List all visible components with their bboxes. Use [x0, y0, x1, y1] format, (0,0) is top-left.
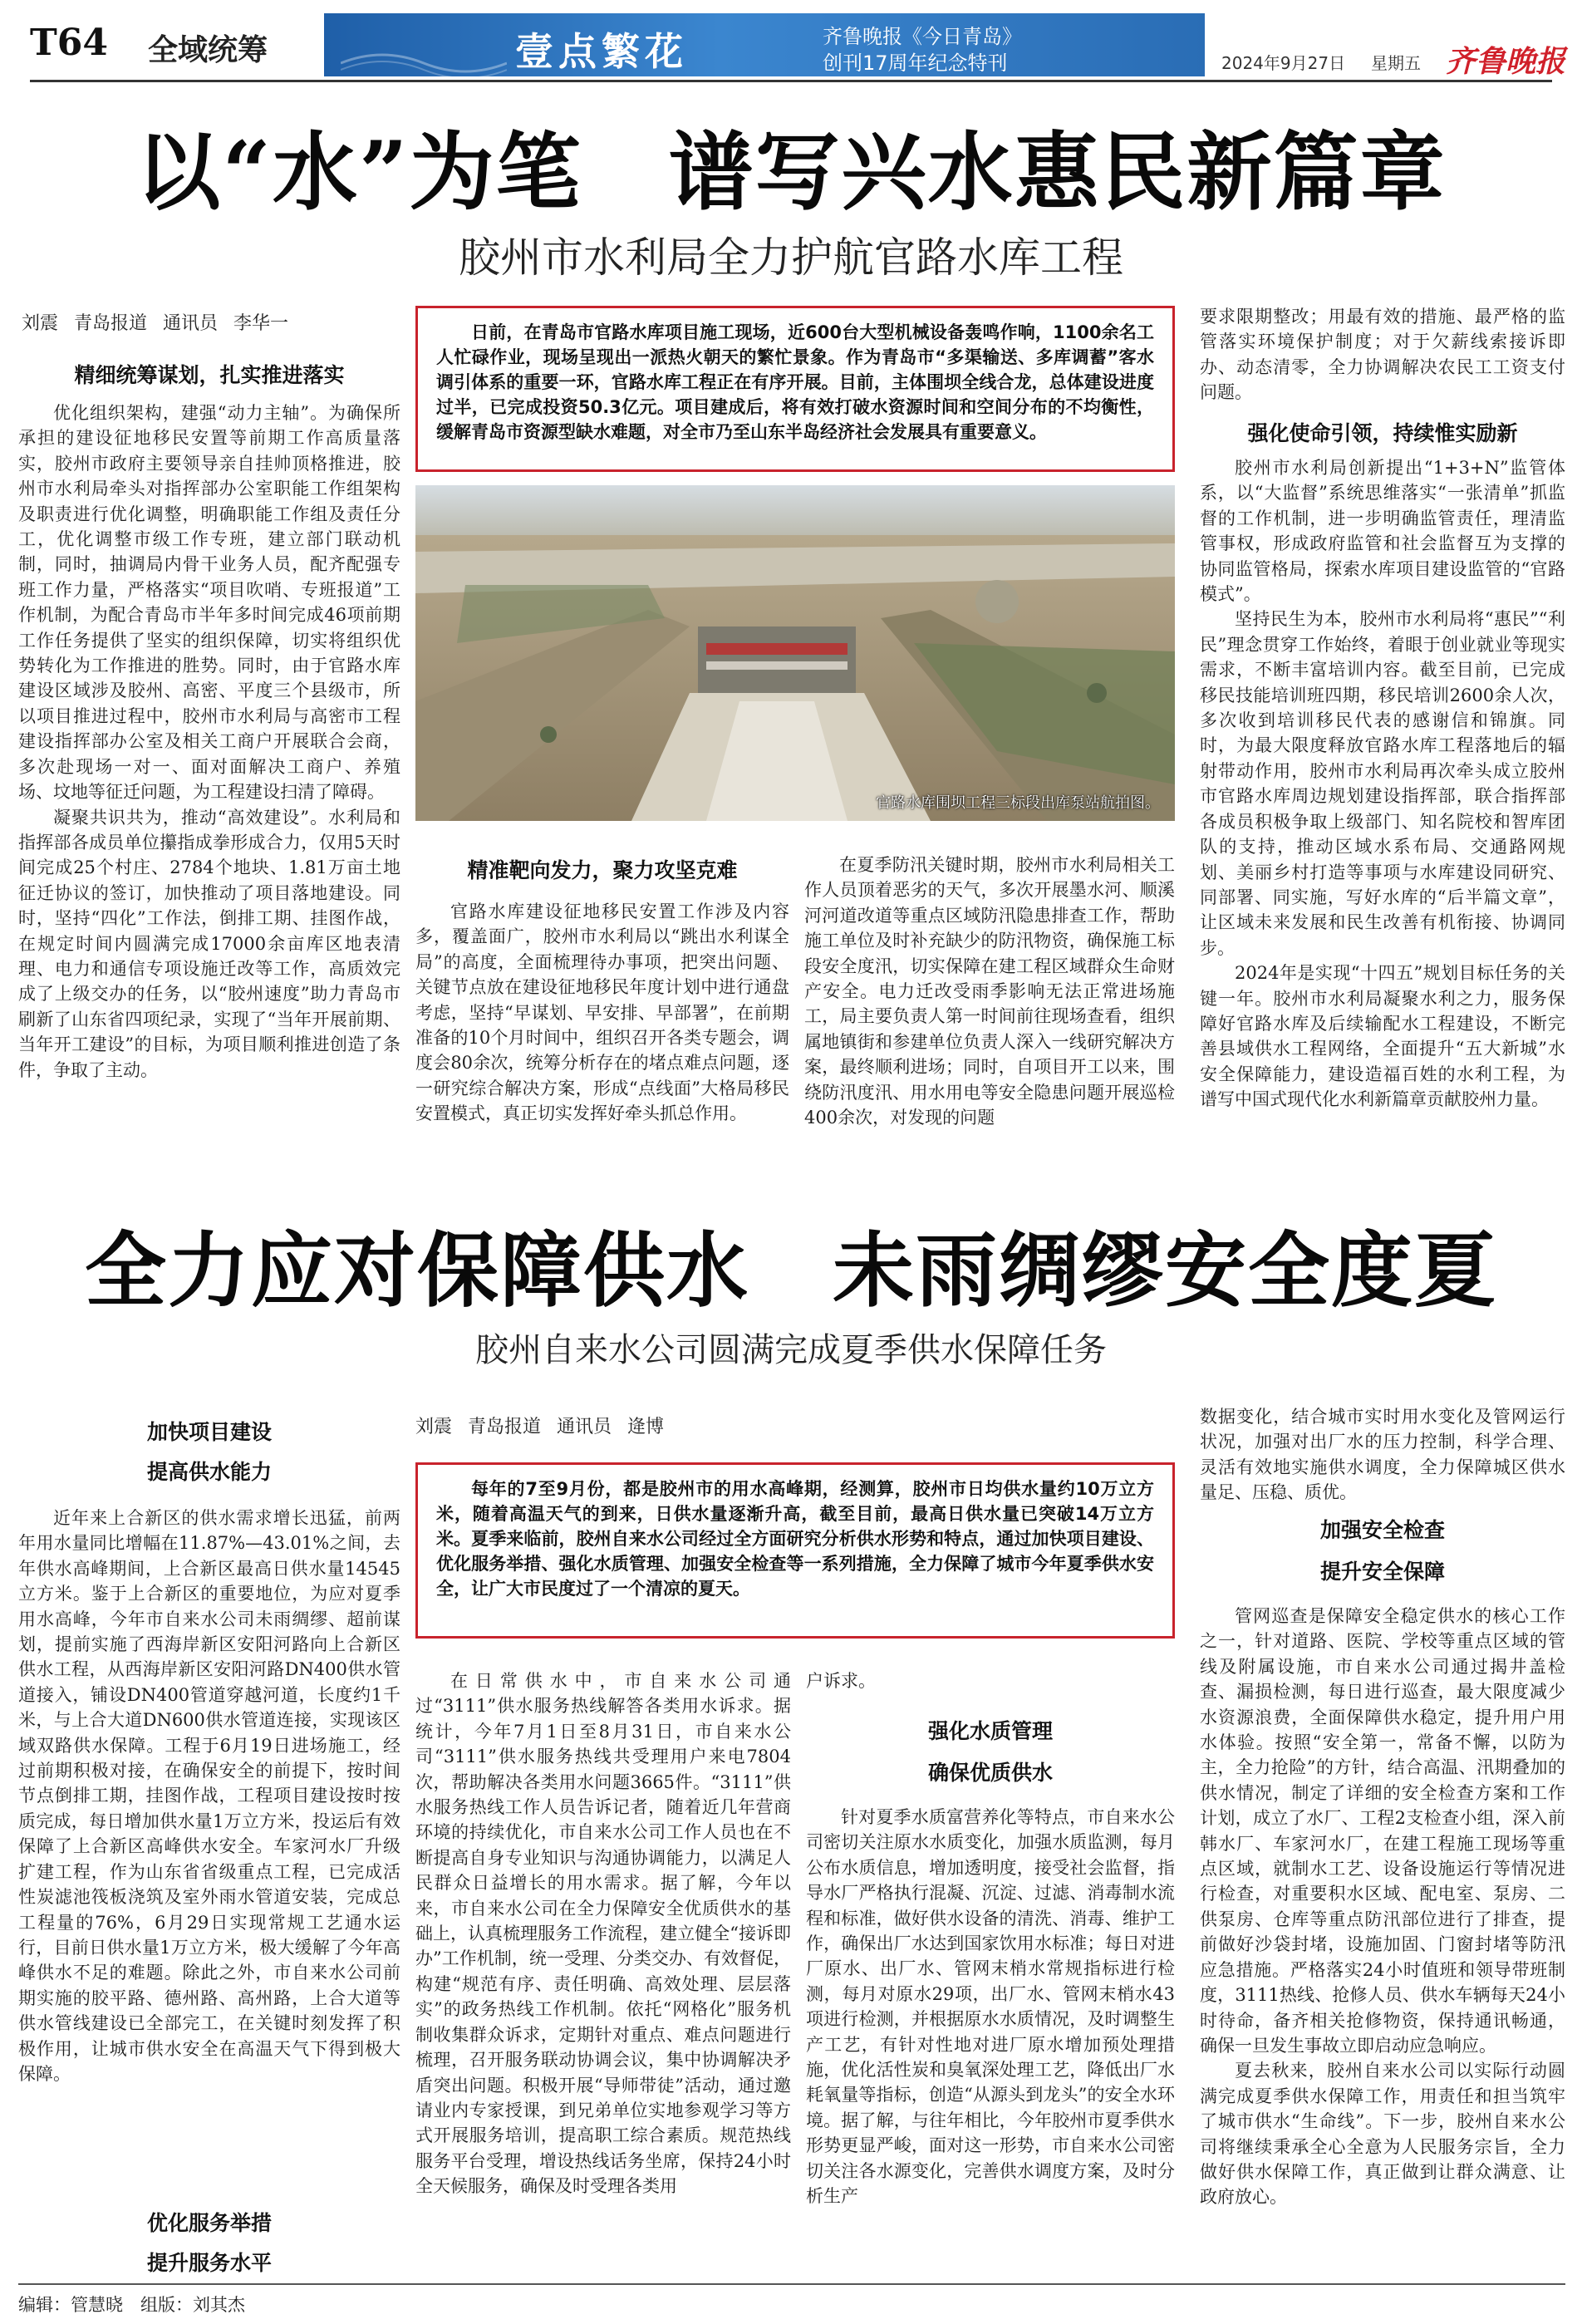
paragraph: 官路水库建设征地移民安置工作涉及内容多，覆盖面广，胶州市水利局以“跳出水利谋全局”的高度，全面梳理待办事项，把突出问题、关键节点放在建设征地移民年度计划中进行通盘考虑，坚持“早谋划、早安排、早部署”，在前期准备的10个月时间中，组织召开各类专题会，调度会80余次，统筹分析存在的堵点难点问题，逐一研究综合解决方案，形成“点线面”大格局移民安置模式，真正切实发挥好牵头抓总作用。 [415, 902, 789, 1124]
banner-title: 壹点繁花 [515, 29, 688, 74]
paragraph: 胶州市水利局创新提出“1+3+N”监管体系，以“大监督”系统思维落实“一张清单”抓监督的工作机制，进一步明确监管责任，理清监管事权，形成政府监管和社会监督互为支撑的协同监管格局，探索水库项目建设监管的“官路模式”。 [1200, 458, 1565, 605]
article2-col3-top [806, 1668, 1175, 1697]
paragraph: 2024年是实现“十四五”规划目标任务的关键一年。胶州市水利局凝聚水利之力，服务保障好官路水库及后续输配水工程建设，不断完善县域供水工程网络，全面提升“五大新城”水安全保障能力，建设造福百姓的水利工程，为谱写中国式现代化水利新篇章贡献胶州力量。 [1200, 963, 1565, 1110]
paragraph: 户诉求。 [806, 1671, 876, 1691]
article2-col4-top [1200, 1404, 1565, 1511]
paragraph: 在夏季防汛关键时期，胶州市水利局相关工作人员顶着恶劣的天气，多次开展墨水河、顺溪河河道改道等重点区域防汛隐患排查工作，帮助施工单位及时补充缺少的防汛物资，确保施工标段安全度汛，切实保障在建工程区域群众生命财产安全。电力迁改受雨季影响无法正常进场施工，局主要负责人第一时间前往现场查看，组织属地镇街和参建单位负责人深入一线研究解决方案，最终顺利进场；同时，自项目开工以来，围绕防汛度汛、用水用电等安全隐患问题开展巡检400余次，对发现的问题 [804, 855, 1175, 1128]
article1-col4-top [1200, 304, 1565, 412]
article2-byline: 刘震 青岛报道 通讯员 逄博 [415, 1417, 664, 1437]
article2-lead-text: 每年的7至9月份，都是胶州市的用水高峰期，经测算，胶州市日均供水量约10万立方米，随着高温天气的到来，日供水量逐渐升高，截至目前，最高日供水量已突破14万立方米。夏季来临前，胶州自来水公司经过全方面研究分析供水形势和特点，通过加快项目建设、优化服务举措、强化水质管理、加强安全检查等一系列措施，全力保障了城市今年夏季供水安全，让广大市民度过了一个清凉的夏天。 [436, 1479, 1154, 1599]
article2-col1-heading2-line1: 优化服务举措 [146, 2211, 272, 2235]
photo-caption: 官路水库围坝工程三标段出库泵站航拍图。 [876, 794, 1160, 812]
footer-rule [18, 2283, 1565, 2285]
article2-col2-body [415, 1668, 791, 2275]
paragraph: 坚持民生为本，胶州市水利局将“惠民”“利民”理念贯穿工作始终，着眼于创业就业等现实需求，不断丰富培训内容。截至目前，已完成移民技能培训班四期，移民培训2600余人次，多次收到培训移民代表的感谢信和锦旗。同时，为最大限度释放官路水库工程落地后的辐射带动作用，胶州市水利局再次牵头成立胶州市官路水库周边规划建设指挥部，联合指挥部各成员积极争取上级部门、知名院校和智库团队的支持，推动区域水系布局、交通路网规划、美丽乡村打造等事项与水库建设同研究、同部署、同实施，写好水库的“后半篇文章”，让区域未来发展和民生改善有机衔接、协调同步。 [1200, 609, 1565, 958]
article1-col2-heading: 精准靶向发力，聚力攻坚克难 [467, 858, 738, 882]
article2-col3-heading-line2: 确保优质供水 [927, 1761, 1053, 1785]
article2-headline: 全力应对保障供水 未雨绸缪安全度夏 [84, 1223, 1497, 1319]
article1-lead-text: 日前，在青岛市官路水库项目施工现场，近600台大型机械设备轰鸣作响，1100余名工人忙碌作业，现场呈现出一派热火朝天的繁忙景象。作为青岛市“多渠输送、多库调蓄”客水调引体系的重要一环，官路水库工程正在有序开展。目前，主体围坝全线合龙，总体建设进度过半，已完成投资50.3亿元。项目建成后，将有效打破水资源时间和空间分布的不均衡性，缓解青岛市资源型缺水难题，对全市乃至山东半岛经济社会发展具有重要意义。 [436, 322, 1154, 442]
paragraph: 数据变化，结合城市实时用水变化及管网运行状况，加强对出厂水的压力控制，科学合理、灵活有效地实施供水调度，全力保障城区供水量足、压稳、质优。 [1200, 1407, 1565, 1503]
anniversary-banner [324, 13, 1205, 76]
issue-weekday: 星期五 [1371, 53, 1421, 73]
reservoir-aerial-photo [415, 485, 1175, 821]
article2-col3-heading-line1: 强化水质管理 [927, 1719, 1053, 1743]
article2-col3-body [806, 1805, 1175, 2275]
paragraph: 夏去秋来，胶州自来水公司以实际行动圆满完成夏季供水保障工作，用责任和担当筑牢了城市供水“生命线”。下一步，胶州自来水公司将继续秉承全心全意为人民服务宗旨，全力做好供水保障工作，真正做到让群众满意、让政府放心。 [1200, 2061, 1565, 2208]
issue-date: 2024年9月27日 [1221, 53, 1346, 73]
article1-lead-box [415, 306, 1175, 472]
article2-subhead: 胶州自来水公司圆满完成夏季供水保障任务 [475, 1331, 1107, 1369]
footer-credits: 编辑：管慧晓 组版：刘其杰 [18, 2295, 245, 2315]
article2-lead-box [415, 1462, 1175, 1639]
article2-col1-heading2-line2: 提升服务水平 [146, 2251, 272, 2275]
article1-col4-heading: 强化使命引领，持续惟实励新 [1247, 421, 1518, 445]
article2-col1-heading-line2: 提高供水能力 [146, 1460, 272, 1484]
article1-col1-heading: 精细统筹谋划，扎实推进落实 [74, 363, 345, 387]
banner-subtitle-2: 创刊17周年纪念特刊 [823, 52, 1008, 75]
page-number: T64 [30, 22, 108, 64]
article1-headline: 以“水”为笔 谱写兴水惠民新篇章 [135, 123, 1447, 223]
paragraph: 要求限期整改；用最有效的措施、最严格的监管落实环境保护制度；对于欠薪线索接诉即办、动态清零，全力协调解决农民工工资支付问题。 [1200, 307, 1565, 403]
article1-byline: 刘震 青岛报道 通讯员 李华一 [22, 313, 288, 334]
section-name: 全域统筹 [148, 32, 268, 67]
paragraph: 优化组织架构，建强“动力主轴”。为确保所承担的建设征地移民安置等前期工作高质量落实，胶州市政府主要领导亲自挂帅顶格推进，胶州市水利局牵头对指挥部办公室职能工作组架构及职责进行优化调整，明确职能工作组及责任分工，优化调整市级工作专班，建立部门联动机制，同时，抽调局内骨干业务人员，配齐配强专班工作力量，严格落实“项目吹哨、专班报道”工作机制，为配合青岛市半年多时间完成46项前期工作任务提供了坚实的组织保障，切实将组织优势转化为工作推进的胜势。同时，由于官路水库建设区域涉及胶州、高密、平度三个县级市，所以项目推进过程中，胶州市水利局与高密市工程建设指挥部办公室及相关工商户开展联合会商，多次赴现场一对一、面对面解决工商户、养殖场、坟地等征迁问题，为工程建设扫清了障碍。 [18, 403, 400, 803]
header-rule [30, 80, 1552, 82]
article2-col4-heading-line1: 加强安全检查 [1319, 1518, 1445, 1542]
article1-subhead: 胶州市水利局全力护航官路水库工程 [459, 233, 1123, 282]
article2-col4-heading-line2: 提升安全保障 [1319, 1560, 1445, 1584]
article2-col1-body [18, 1506, 400, 2189]
paragraph: 针对夏季水质富营养化等特点，市自来水公司密切关注原水水质变化，加强水质监测，每月公布水质信息，增加透明度，接受社会监督，指导水厂严格执行混凝、沉淀、过滤、消毒制水流程和标准，做好供水设备的清洗、消毒、维护工作，确保出厂水达到国家饮用水标准；每日对进厂原水、出厂水、管网末梢水常规指标进行检测，每月对原水29项，出厂水、管网末梢水43项进行检测，并根据原水水质情况，及时调整生产工艺，有针对性地对进厂原水增加预处理措施，优化活性炭和臭氧深处理工艺，降低出厂水耗氧量等指标，创造“从源头到龙头”的安全水环境。据了解，与往年相比，今年胶州市夏季供水形势更显严峻，面对这一形势，市自来水公司密切关注各水源变化，完善供水调度方案，及时分析生产 [806, 1807, 1175, 2207]
banner-subtitle-1: 齐鲁晚报《今日青岛》 [823, 25, 1022, 48]
paragraph: 凝聚共识共为，推动“高效建设”。水利局和指挥部各成员单位攥指成拳形成合力，仅用5天时间完成25个村庄、2784个地块、1.81万亩土地征迁协议的签订，加快推动了项目落地建设。同时，坚持“四化”工作法，倒排工期、挂图作战，在规定时间内圆满完成17000余亩库区地表清理、电力和通信专项设施迁改等工作，高质效完成了上级交办的任务，以“胶州速度”助力青岛市刷新了山东省四项纪录，实现了“当年开展前期、当年开工建设”的目标，为项目顺利推进创造了条件，争取了主动。 [18, 807, 400, 1080]
reservoir-photo-illustration [415, 485, 1175, 821]
paragraph: 近年来上合新区的供水需求增长迅猛，前两年用水量同比增幅在11.87%—43.01%之间，去年供水高峰期间，上合新区最高日供水量14545立方米。鉴于上合新区的重要地位，为应对夏季用水高峰，今年市自来水公司未雨绸缪、超前谋划，提前实施了西海岸新区安阳河路向上合新区供水工程，从西海岸新区安阳河路DN400供水管道接入，铺设DN400管道穿越河道，长度约1千米，与上合大道DN600供水管道连接，实现该区域双路供水保障。工程于6月19日进场施工，经过前期积极对接，在确保安全的前提下，按时间节点倒排工期，挂图作战，工程项目建设按时按质完成，每日增加供水量1万立方米，投运后有效保障了上合新区高峰供水安全。车家河水厂升级扩建工程，作为山东省省级重点工程，已完成活性炭滤池筏板浇筑及室外雨水管道安装，完成总工程量的76%，6月29日实现常规工艺通水运行，目前日供水量1万立方米，极大缓解了今年高峰供水不足的难题。除此之外，市自来水公司前期实施的胶平路、德州路、高州路，上合大道等供水管线建设已全部完工，在关键时刻发挥了积极作用，让城市供水安全在高温天气下得到极大保障。 [18, 1508, 400, 2084]
wave-decoration-icon [341, 13, 507, 76]
page-header [0, 0, 1582, 79]
paragraph: 在日常供水中，市自来水公司通过“3111”供水服务热线解答各类用水诉求。据统计，今年7月1日至8月31日，市自来水公司“3111”供水服务热线共受理用户来电7804次，帮助解决各类用水问题3665件。“3111”供水服务热线工作人员告诉记者，随着近几年营商环境的持续优化，市自来水公司工作人员也在不断提高自身专业知识与沟通协调能力，以满足人民群众日益增长的用水需求。据了解，今年以来，市自来水公司在全力保障安全优质供水的基础上，认真梳理服务工作流程，建立健全“接诉即办”工作机制，统一受理、分类交办、有效督促，构建“规范有序、责任明确、高效处理、层层落实”的政务热线工作机制。依托“网格化”服务机制收集群众诉求，定期针对重点、难点问题进行梳理，召开服务联动协调会议，集中协调解决矛盾突出问题。积极开展“导师带徒”活动，通过邀请业内专家授课，到兄弟单位实地参观学习等方式开展服务培训，提高职工综合素质。规范热线服务平台受理，增设热线话务坐席，保持24小时全天候服务，确保及时受理各类用 [415, 1671, 791, 2197]
paragraph: 管网巡查是保障安全稳定供水的核心工作之一，针对道路、医院、学校等重点区域的管线及附属设施，市自来水公司通过揭井盖检查、漏损检测，每日进行巡查，最大限度减少水资源浪费，全面保障供水稳定，提升用户用水体验。按照“安全第一，常备不懈，以防为主，全力抢险”的方针，结合高温、汛期叠加的供水情况，制定了详细的安全检查方案和工作计划，成立了水厂、工程2支检查小组，深入前韩水厂、车家河水厂，在建工程施工现场等重点区域，就制水工艺、设备设施运行等情况进行检查，对重要积水区域、配电室、泵房、二供泵房、仓库等重点防汛部位进行了排查，提前做好沙袋封堵，设施加固、门窗封堵等防汛应急措施。严格落实24小时值班和领导带班制度，3111热线、抢修人员、供水车辆每天24小时待命，备齐相关抢修物资，保持通讯畅通，确保一旦发生事故立即启动应急响应。 [1200, 1606, 1565, 2056]
article2-col1-heading-line1: 加快项目建设 [146, 1420, 272, 1444]
masthead-logo: 齐鲁晚报 [1446, 44, 1566, 79]
article2-col4-body [1200, 1604, 1565, 2275]
